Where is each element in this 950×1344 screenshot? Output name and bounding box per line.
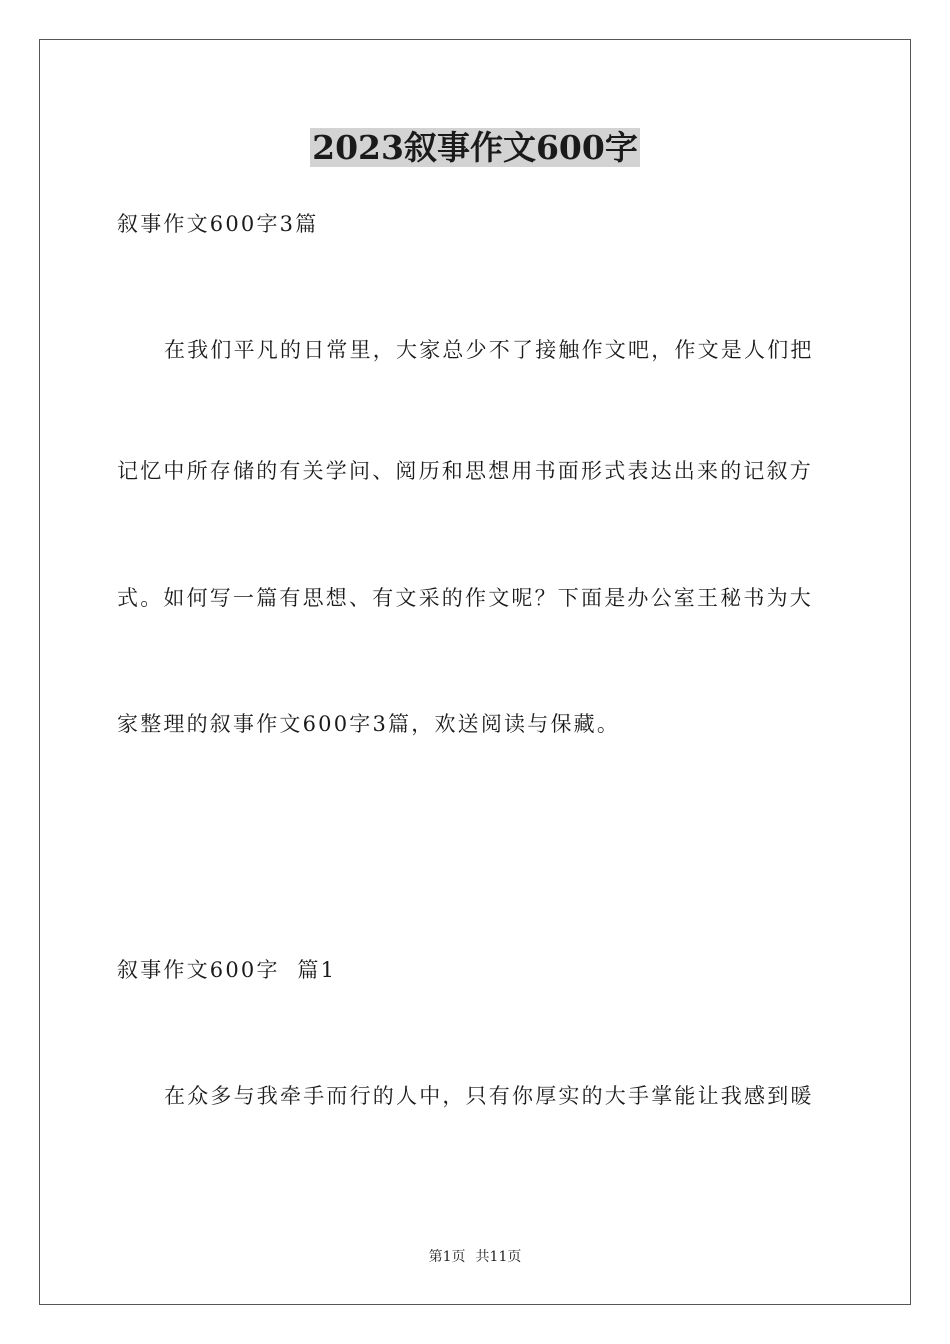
document-subtitle: 叙事作文600字3篇 [117, 212, 319, 236]
section-first-line: 在众多与我牵手而行的人中，只有你厚实的大手掌能让我感到暖 [164, 1084, 814, 1108]
intro-line-4: 家整理的叙事作文600字3篇，欢送阅读与保藏。 [117, 712, 621, 736]
section-heading: 叙事作文600字 篇1 [117, 958, 337, 982]
total-pages: 共11页 [475, 1249, 522, 1265]
document-title [0, 126, 950, 170]
page-footer [0, 1248, 950, 1266]
intro-line-3: 式。如何写一篇有思想、有文采的作文呢？下面是办公室王秘书为大 [117, 586, 813, 610]
document-title-text: 2023叙事作文600字 [312, 128, 638, 167]
intro-line-2: 记忆中所存储的有关学问、阅历和思想用书面形式表达出来的记叙方 [117, 459, 813, 483]
intro-line-1: 在我们平凡的日常里，大家总少不了接触作文吧，作文是人们把 [164, 338, 814, 362]
page-number: 第1页 [428, 1249, 466, 1265]
